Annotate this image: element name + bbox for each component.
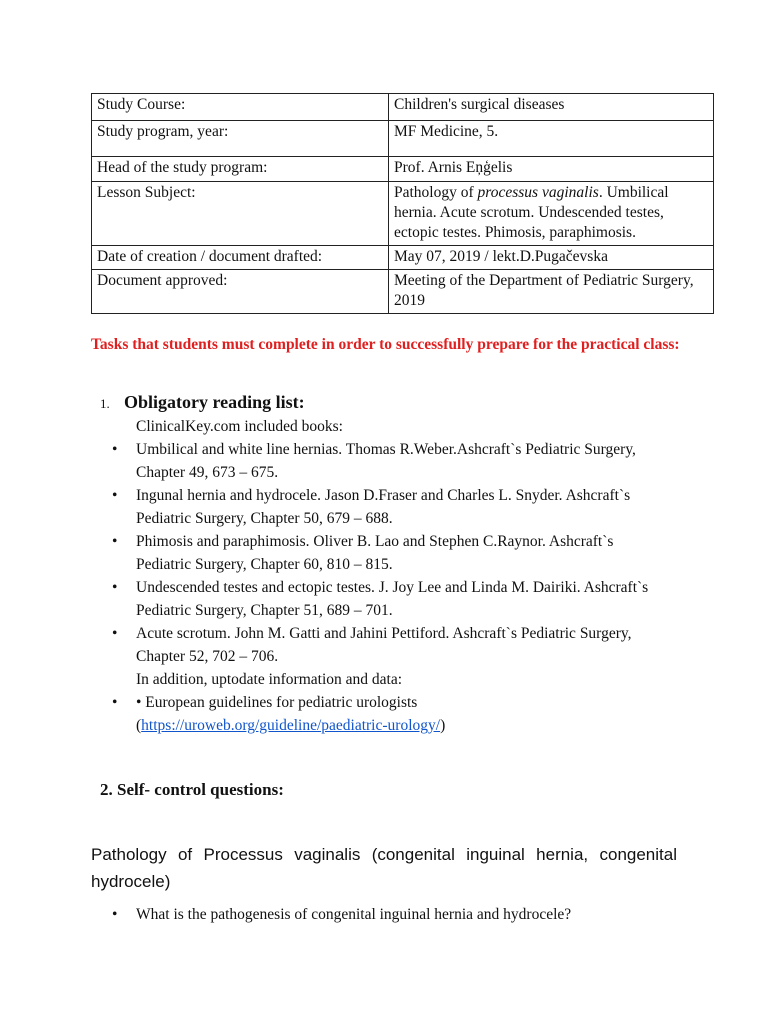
row-key: Lesson Subject: [92,182,389,246]
bullet-icon: • [112,579,118,596]
paren-open: ( [136,717,142,734]
list-item [110,691,670,737]
row-key: Date of creation / document drafted: [92,246,389,270]
reading-list [110,415,670,737]
list-item [110,904,690,926]
list-item [110,530,670,576]
lesson-prefix: Pathology of [394,184,478,201]
reading-item-text: Phimosis and paraphimosis. Oliver B. Lao and Stephen C.Raynor. Ashcraft`s Pediatric Surgery, Chapter 60, 810 – 815. [136,533,614,573]
bullet-icon: • [112,487,118,504]
table-row [92,121,714,157]
list-item [110,622,670,668]
row-value: MF Medicine, 5. [389,121,714,157]
bullet-icon: • [112,625,118,642]
table-row [92,94,714,121]
bullet-icon: • [112,906,118,923]
tasks-heading: Tasks that students must complete in order to successfully prepare for the practical class: [91,336,680,353]
lesson-italic: processus vaginalis [477,184,599,201]
paren-close: ) [440,717,446,734]
row-key: Head of the study program: [92,157,389,182]
reading-item-text: Umbilical and white line hernias. Thomas R.Weber.Ashcraft`s Pediatric Surgery, Chapter 49, 673 – 675. [136,441,636,481]
section-title: Pathology of Processus vaginalis (congenital inguinal hernia, congenital hydrocele) [91,845,677,891]
reading-addition: In addition, uptodate information and data: [136,671,403,688]
reading-item-text: Ingunal hernia and hydrocele. Jason D.Fraser and Charles L. Snyder. Ashcraft`s Pediatric Surgery, Chapter 50, 679 – 688. [136,487,631,527]
lesson-suffix: . Umbilical hernia. Acute scrotum. Undescended testes, ectopic testes. Phimosis, paraphimosis. [394,184,669,241]
reading-intro: ClinicalKey.com included books: [136,418,343,435]
row-value: May 07, 2019 / lekt.D.Pugačevska [389,246,714,270]
question-text: What is the pathogenesis of congenital inguinal hernia and hydrocele? [136,906,572,923]
reading-item-text: Acute scrotum. John M. Gatti and Jahini Pettiford. Ashcraft`s Pediatric Surgery, Chapter 52, 702 – 706. [136,625,632,665]
self-control-heading: 2. Self- control questions: [100,780,284,799]
table-row [92,270,714,314]
table-row [92,182,714,246]
row-key: Study program, year: [92,121,389,157]
bullet-icon: • [112,694,118,711]
row-key: Document approved: [92,270,389,314]
table-row [92,157,714,182]
bullet-icon: • [112,533,118,550]
row-value: Meeting of the Department of Pediatric Surgery, 2019 [389,270,714,314]
table-row [92,246,714,270]
row-value: Prof. Arnis Eņģelis [389,157,714,182]
list-item [110,484,670,530]
row-value: Children's surgical diseases [389,94,714,121]
reading-list-title: Obligatory reading list: [124,392,305,412]
row-value [389,182,714,246]
guideline-link[interactable]: https://uroweb.org/guideline/paediatric-urology/ [141,717,441,734]
course-info-table [91,93,714,314]
reading-list-heading [100,392,305,413]
reading-item-text: Undescended testes and ectopic testes. J. Joy Lee and Linda M. Dairiki. Ashcraft`s Pediatric Surgery, Chapter 51, 689 – 701. [136,579,649,619]
list-item [110,438,670,484]
guideline-text: • European guidelines for pediatric urologists [136,694,418,711]
bullet-icon: • [112,441,118,458]
list-item [110,576,670,622]
row-key: Study Course: [92,94,389,121]
reading-list-number: 1. [100,396,110,411]
